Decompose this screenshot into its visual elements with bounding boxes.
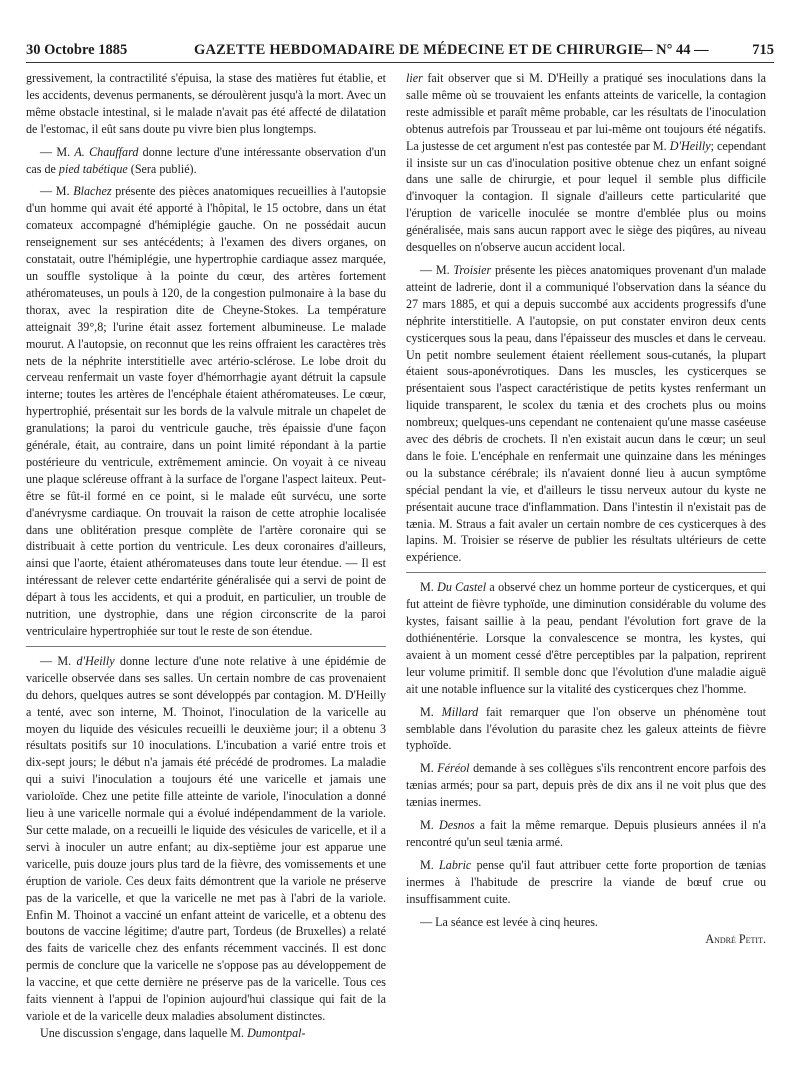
paragraph: gressivement, la contractilité s'épuisa, la stase des matières fut établie, et les accidents, devenus permanents, se déroulèrent jusqu'à la mort. Avec un même obstacle intestinal, si le malade n'avait pas été affecté de dilatation de l'estomac, il eût sans doute pu vivre bien plus longtemps. xyxy=(26,71,386,136)
left-column xyxy=(26,70,386,1042)
right-column xyxy=(406,70,766,947)
paragraph: lier fait observer que si M. D'Heilly a pratiqué ses inoculations dans la salle même où se trouvaient les enfants atteints de varicelle, la contagion reste admissible et paraît même probable, car les résultats de l'inoculation obtenus autrefois par Trousseau et par lui-même ont toujours été négatifs. La justesse de cet argument n'est pas contestée par M. D'Heilly; cependant il insiste sur un cas d'inoculation positive obtenue chez un enfant soigné dans une salle de chirurgie, et pour lequel il semble plus difficile d'invoquer la contagion. Il signale d'ailleurs cette particularité que l'éruption de varicelle inoculée se montre d'emblée plus ou moins généralisée, mais sans aucun rapport avec le siège des piqûres, au niveau desquelles on n'observe aucun accident local. xyxy=(406,71,766,255)
issue-date: 30 Octobre 1885 xyxy=(26,42,128,58)
journal-title: GAZETTE HEBDOMADAIRE DE MÉDECINE ET DE CHIRURGIE xyxy=(194,42,644,58)
paragraph: Une discussion s'engage, dans laquelle M. Dumontpal- xyxy=(40,1025,306,1040)
page-number: 715 xyxy=(752,42,774,58)
closing-line: — La séance est levée à cinq heures. xyxy=(420,914,598,929)
issue-number: — N° 44 — xyxy=(638,42,709,58)
author-signature: André Petit. xyxy=(705,931,766,946)
paragraph: — M. A. Chauffard donne lecture d'une intéressante observation d'un cas de pied tabétique (Sera publié). xyxy=(26,144,386,176)
paragraph: M. Du Castel a observé chez un homme porteur de cysticerques, et qui fut atteint de fièvre typhoïde, une diminution considérable du volume des kystes, faisant saillie à la peau, pendant l'évolution fort grave de la dothiénentérie. Lorsque la convalescence se montra, les kystes, qui avaient à un moment cessé d'être perceptibles par la palpation, reprirent leur volume primitif. Il semble donc que l'évolution d'une maladie aiguë ait une notable influence sur la vitalité des cysticerques chez l'homme. xyxy=(406,580,766,696)
paragraph: M. Labric pense qu'il faut attribuer cette forte proportion de tænias inermes à l'habitude de prescrire la viande de bœuf crue ou insuffisamment cuite. xyxy=(406,857,766,906)
header-rule xyxy=(26,62,774,63)
paragraph: M. Desnos a fait la même remarque. Depuis plusieurs années il n'a rencontré qu'un seul tænia armé. xyxy=(406,818,766,849)
paragraph: — M. Blachez présente des pièces anatomiques recueillies à l'autopsie d'un homme qui avait été apporté à l'hôpital, le 15 octobre, dans un état comateux accompagné d'hémiplégie gauche. On ne possédait aucun renseignement sur ses antécédents; à l'examen des divers organes, on constatait, outre l'hémiplégie, une hypertrophie cardiaque assez marquée, un souffle systolique à la pointe du cœur, des artères fortement athéromateuses, un pouls à 120, de la congestion pulmonaire à la base du thorax, avec la respiration dite de Cheyne-Stokes. La température atteignait 39°,8; l'urine était assez fortement albumineuse. Le malade mourut. A l'autopsie, on reconnut que les reins offraient les caractères très nets de la néphrite interstitielle avec artério-sclérose. Le lobe droit du cerveau renfermait un vaste foyer d'hémorrhagie ayant détruit la capsule interne; toutes les artères de l'encéphale étaient athéromateuses. Le cœur, hypertrophié, présentait sur les bords de la valvule mitrale un chapelet de granulations; la paroi du ventricule gauche, très épaissie d'une façon générale, était, au contraire, dans un point limité répondant à la partie postérieure du ventricule, extrêmement amincie. On voyait à ce niveau une plaque scléreuse offrant à la surface de l'organe l'aspect laiteux. Peut-être se fût-il formé en ce point, si le malade eût survécu, une sorte d'anévrysme cardiaque. On trouvait la raison de cette atrophie localisée dans une oblitération presque complète de l'artère coronaire qui se distribuait à cette portion du ventricule. Les deux coronaires d'ailleurs, ainsi que l'aorte, étaient athéromateuses dans toute leur étendue. — Il est intéressant de relever cette endartérite généralisée qui a servi de point de départ à tous les accidents, et qui a produit, en particulier, un trouble de nutrition, une dystrophie, dans une région circonscrite de la paroi ventriculaire hypertrophiée sur tout le reste de son étendue. xyxy=(26,184,386,638)
paragraph: M. Millard fait remarquer que l'on observe un phénomène tout semblable dans l'évolution du parasite chez les galeux atteints de fièvre typhoïde. xyxy=(406,704,766,753)
page-header xyxy=(26,40,774,64)
paragraph: — M. d'Heilly donne lecture d'une note relative à une épidémie de varicelle observée dans ses salles. Un certain nombre de cas provenaient du dehors, quelques autres se sont développés par contagion. M. D'Heilly a tenté, avec son interne, M. Thoinot, l'inoculation de la varicelle au moyen du liquide des vésicules recueilli le deuxième jour; il a obtenu 3 résultats positifs sur 10 inoculations. L'incubation a varié entre trois et dix-sept jours; le début n'a jamais été précédé de prodromes. La maladie qui a suivi l'inoculation a toujours été une varicelle et jamais une varioloïde. Chez une petite fille atteinte de variole, l'inoculation a donné lieu à une varicelle normale qui a évolué indépendamment de la variole. Sur cette malade, on a recueilli le liquide des vésicules de varicelle, et il a servi à inoculer un autre enfant; au dix-septième jour est apparue une varicelle, puis douze jours plus tard de la fièvre, des vomissements et une éruption de variole. Ces deux faits démontrent que la variole ne préserve pas de la varicelle, et que la varicelle ne met pas à l'abri de la variole. Enfin M. Thoinot a vacciné un enfant atteint de varicelle, et a obtenu des boutons de vaccine légitime; d'autre part, Tordeus (de Bruxelles) a relaté des faits de varicelle chez des enfants récemment vaccinés. Il est donc permis de conclure que la varicelle ne s'oppose pas au développement de la vaccine, et que cette dernière ne préserve pas de la varicelle. Tous ces faits viennent à l'appui de l'opinion aujourd'hui classique qui fait de la variole et de la varicelle deux maladies absolument distinctes. xyxy=(26,653,387,1023)
section-divider xyxy=(406,572,766,573)
paragraph: M. Féréol demande à ses collègues s'ils rencontrent encore parfois des tænias armés; pour sa part, depuis près de dix ans il ne voit plus que des tænias inermes. xyxy=(406,761,766,810)
paragraph: — M. Troisier présente les pièces anatomiques provenant d'un malade atteint de ladrerie, dont il a communiqué l'observation dans la séance du 27 mars 1885, et qui a depuis succombé aux accidents progressifs d'une néphrite interstitielle. A l'autopsie, on put constater environ deux cents cysticerques sous la peau, dans l'épaisseur des muscles et dans le cerveau. Un petit nombre seulement étaient réellement sous-cutanés, la plupart étaient sous-aponévrotiques. Dans les muscles, les cysticerques se présentaient sous l'aspect caractéristique de petits kystes renfermant un liquide transparent, le scolex du tænia et des crochets plus ou moins nombreux; quelques-uns cependant ne contenaient qu'une masse caséeuse avec des débris de crochets. Il n'en existait aucun dans le cœur; un seul dans le foie. L'encéphale en renfermait une quinzaine dans les méninges ou la substance cérébrale; ils n'avaient donné lieu à aucun symptôme spécial pendant la vie, et d'ailleurs le tissu nerveux autour du kyste ne présentait aucune trace d'inflammation. Dans l'intestin il n'existait pas de tænia. M. Straus a fait avaler un certain nombre de ces cysticerques à des lapins. M. Troisier se réserve de publier les résultats ultérieurs de cette expérience. xyxy=(406,262,767,565)
section-divider xyxy=(26,646,386,647)
